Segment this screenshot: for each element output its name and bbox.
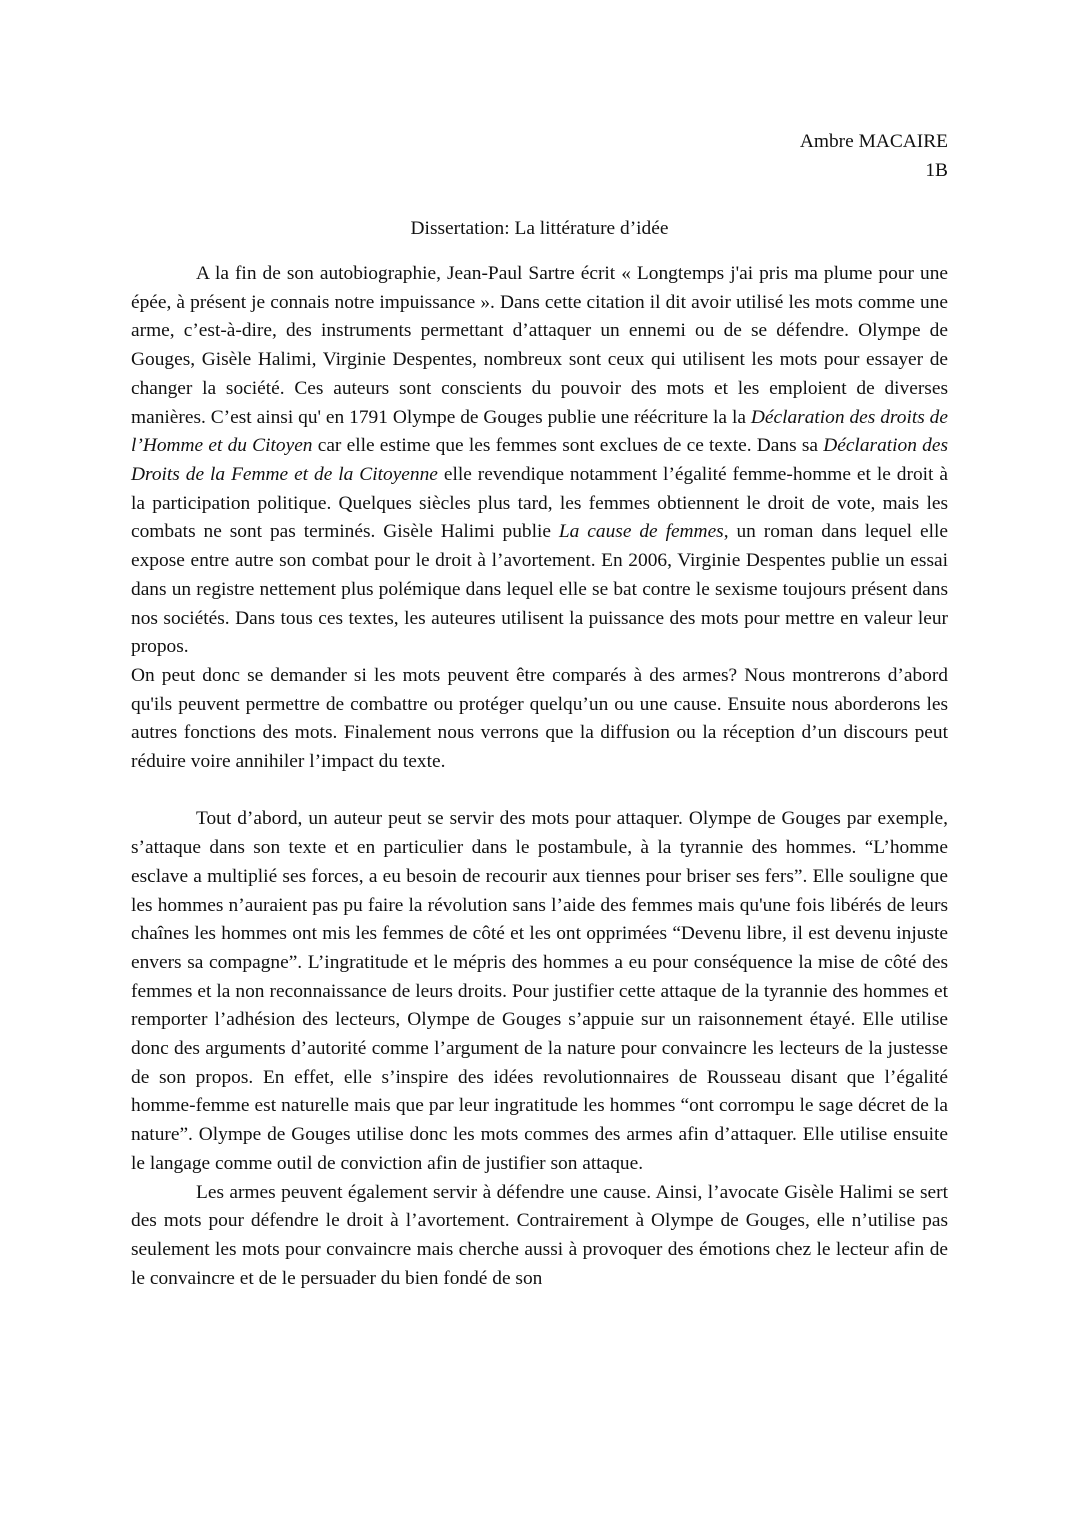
body-paragraph-2: Les armes peuvent également servir à défendre une cause. Ainsi, l’avocate Gisèle Halimi se sert des mots pour défendre le droit à l’avortement. Contrairement à Olympe de Gouges, elle n’utilise pas seulement les mots pour convaincre mais cherche aussi à provoquer des émotions chez le lecteur afin de le convaincre et de le persuader du bien fondé de son — [131, 1181, 948, 1289]
intro-text-2: car elle estime que les femmes sont exclues de ce texte. Dans sa — [312, 435, 824, 457]
document-page — [131, 128, 948, 1293]
intro-text-4: , un roman dans lequel elle expose entre autre son combat pour le droit à l’avortement. En 2006, Virginie Despentes publie un essai dans un registre nettement plus polémique dans lequel elle se bat contre le sexisme toujours présent dans nos sociétés. Dans tous ces textes, les auteures utilisent la puissance des mots pour mettre en valeur leur propos. — [131, 521, 948, 658]
class-name: 1B — [925, 159, 948, 181]
document-title: Dissertation: La littérature d’idée — [410, 218, 669, 240]
work-title-declaration-homme: Déclaration des droits de l’Homme et du Citoyen — [131, 406, 948, 457]
work-title-cause-femmes: La cause de femmes — [558, 521, 724, 543]
author-block — [131, 128, 948, 185]
body-paragraph-1: Tout d’abord, un auteur peut se servir des mots pour attaquer. Olympe de Gouges par exemple, s’attaque dans son texte et en particulier dans le postambule, à la tyrannie des hommes. “L’homme esclave a multiplié ses forces, a eu besoin de recourir aux tiennes pour briser ses fers”. Elle souligne que les hommes n’auraient pas pu faire la révolution sans l’aide des femmes mais qu'une fois libérés de leurs chaînes les hommes ont mis les femmes de côté et les ont opprimées “Devenu libre, il est devenu injuste envers sa compagne”. L’ingratitude et le mépris des hommes a eu pour conséquence la mise de côté des femmes et la non reconnaissance de leurs droits. Pour justifier cette attaque de la tyrannie des hommes et remporter l’adhésion des lecteurs, Olympe de Gouges s’appuie sur un raisonnement étayé. Elle utilise donc des arguments d’autorité comme l’argument de la nature pour convaincre les lecteurs de la justesse de son propos. En effet, elle s’inspire des idées revolutionnaires de Rousseau disant que l’égalité homme-femme est naturelle mais que par leur ingratitude les hommes “ont corrompu le sage décret de la nature”. Olympe de Gouges utilise donc les mots commes des armes afin d’attaquer. Elle utilise ensuite le langage comme outil de conviction afin de justifier son attaque. — [131, 808, 948, 1174]
intro-text-3: elle revendique notamment l’égalité femme-homme et le droit à la participation politique. Quelques siècles plus tard, les femmes obtiennent le droit de vote, mais les combats ne sont pas terminés. Gisèle Halimi publie — [131, 463, 948, 543]
intro-text-1: A la fin de son autobiographie, Jean-Paul Sartre écrit « Longtemps j'ai pris ma plume pour une épée, à présent je connais notre impuissance ». Dans cette citation il dit avoir utilisé les mots comme une arme, c’est-à-dire, des instruments permettant d’attaquer un ennemi ou de se défendre. Olympe de Gouges, Gisèle Halimi, Virginie Despentes, nombreux sont ceux qui utilisent les mots pour essayer de changer la société. Ces auteurs sont conscients du pouvoir des mots et les emploient de diverses manières. C’est ainsi qu' en 1791 Olympe de Gouges publie une réécriture la la — [131, 263, 948, 428]
intro-paragraph-2: On peut donc se demander si les mots peuvent être comparés à des armes? Nous montrerons d’abord qu'ils peuvent permettre de combattre ou protéger quelqu’un ou une cause. Ensuite nous aborderons les autres fonctions des mots. Finalement nous verrons que la diffusion ou la réception d’un discours peut réduire voire annihiler l’impact du texte. — [131, 664, 948, 773]
intro-paragraph-1 — [131, 260, 948, 662]
work-title-declaration-femme: Déclaration des Droits de la Femme et de la Citoyenne — [131, 435, 948, 485]
author-name: Ambre MACAIRE — [799, 131, 948, 152]
